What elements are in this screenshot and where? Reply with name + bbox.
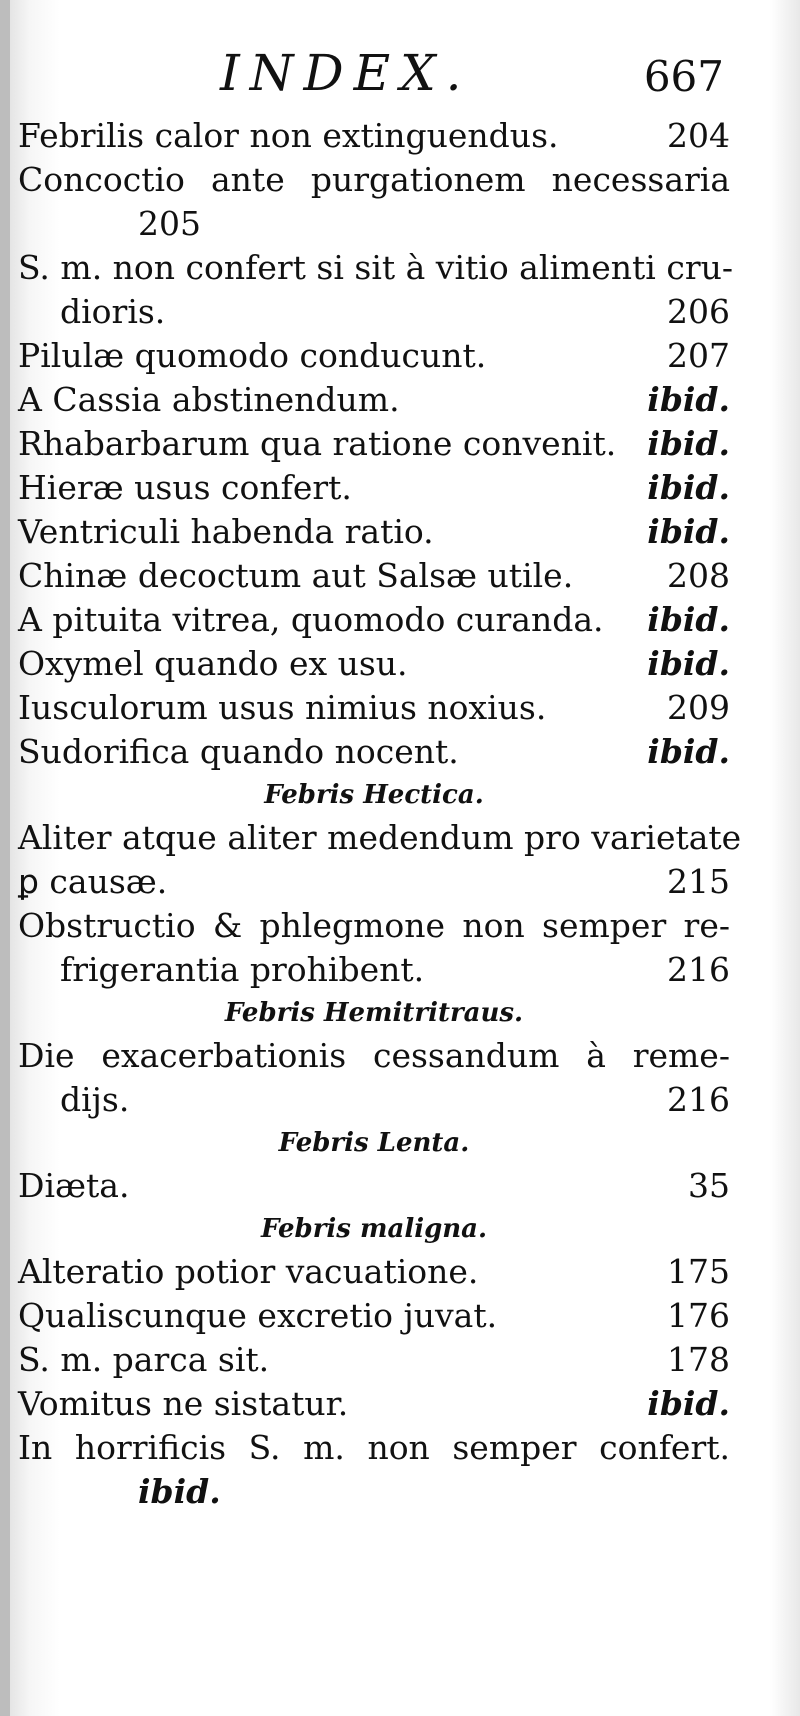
section-heading: Febris Hemitritraus. xyxy=(224,998,524,1028)
index-entry-line xyxy=(18,1034,730,1078)
section-heading: Febris Hectica. xyxy=(264,780,484,810)
index-entry-line xyxy=(18,1078,730,1122)
index-entry-line xyxy=(18,554,730,598)
index-entry-line xyxy=(18,334,730,378)
entry-page-ref: 216 xyxy=(667,1080,730,1119)
index-entry-line xyxy=(18,598,730,642)
index-entry-line xyxy=(18,904,730,948)
entry-text: In horrificis S. m. non semper confert. xyxy=(18,1428,730,1467)
entry-text: Concoctio ante purgationem necessaria xyxy=(18,160,730,199)
entry-text: Iusculorum usus nimius noxius. xyxy=(18,688,547,727)
index-entry-line xyxy=(18,246,733,290)
entry-text: Diæta. xyxy=(18,1166,130,1205)
entry-text: Aliter atque aliter medendum pro varietate xyxy=(18,818,742,857)
entry-text: ꝑ causæ. xyxy=(18,862,168,901)
index-entry-line xyxy=(18,422,730,466)
entry-text: Vomitus ne sistatur. xyxy=(18,1384,349,1423)
entry-page-ref: 216 xyxy=(667,950,730,989)
entry-page-ref: 208 xyxy=(667,556,730,595)
entry-page-ref: 209 xyxy=(667,688,730,727)
section-heading: Febris Lenta. xyxy=(278,1128,470,1158)
index-entry-line xyxy=(18,948,730,992)
entry-page-ref: 215 xyxy=(667,862,730,901)
entry-page-ref: ibid. xyxy=(647,732,730,771)
entry-text: Chinæ decoctum aut Salsæ utile. xyxy=(18,556,574,595)
index-entry-line xyxy=(18,1470,730,1514)
page-gutter xyxy=(0,0,10,1716)
entry-text: dijs. xyxy=(60,1080,130,1119)
entry-page-ref: ibid. xyxy=(647,600,730,639)
index-entry-line xyxy=(18,1294,730,1338)
entry-page-ref: ibid. xyxy=(647,424,730,463)
index-entry-line xyxy=(18,860,730,904)
index-entry-line xyxy=(18,1250,730,1294)
entry-text: Hieræ usus confert. xyxy=(18,468,352,507)
entry-text: Oxymel quando ex usu. xyxy=(18,644,408,683)
index-entry-line xyxy=(18,202,730,246)
index-entry-line xyxy=(18,114,730,158)
index-entry-line xyxy=(18,290,730,334)
entry-text: Ventriculi habenda ratio. xyxy=(18,512,434,551)
index-entry-line xyxy=(18,510,730,554)
entry-page-ref: ibid. xyxy=(647,468,730,507)
entry-text: ibid. xyxy=(138,1472,221,1511)
entry-text: A Cassia abstinendum. xyxy=(18,380,400,419)
index-entry-line xyxy=(18,378,730,422)
index-entry-line xyxy=(18,816,742,860)
index-entry-line xyxy=(18,686,730,730)
entry-page-ref: ibid. xyxy=(647,512,730,551)
index-entry-line xyxy=(18,1426,730,1470)
entry-page-ref: 175 xyxy=(667,1252,730,1291)
entry-text: dioris. xyxy=(60,292,166,331)
entry-page-ref: 35 xyxy=(688,1166,730,1205)
entry-text: Qualiscunque excretio juvat. xyxy=(18,1296,498,1335)
section-heading: Febris maligna. xyxy=(260,1214,488,1244)
index-entry-line xyxy=(18,1382,730,1426)
entry-page-ref: 176 xyxy=(667,1296,730,1335)
entry-text: 205 xyxy=(138,204,201,243)
entry-page-ref: ibid. xyxy=(647,380,730,419)
entry-text: Die exacerbationis cessandum à reme- xyxy=(18,1036,730,1075)
entry-text: S. m. parca sit. xyxy=(18,1340,270,1379)
entry-text: A pituita vitrea, quomodo curanda. xyxy=(18,600,604,639)
page-header xyxy=(0,44,800,114)
page-number: 667 xyxy=(643,52,724,101)
entry-text: Febrilis calor non extinguendus. xyxy=(18,116,559,155)
entry-text: Rhabarbarum qua ratione convenit. xyxy=(18,424,617,463)
entry-text: Alteratio potior vacuatione. xyxy=(18,1252,479,1291)
index-entry-line xyxy=(18,1164,730,1208)
index-title: INDEX. xyxy=(220,44,472,102)
entry-text: Obstructio & phlegmone non semper re- xyxy=(18,906,730,945)
entry-text: S. m. non confert si sit à vitio alimenti cru- xyxy=(18,248,733,287)
entry-page-ref: ibid. xyxy=(647,644,730,683)
index-entry-line xyxy=(18,1338,730,1382)
index-entry-line xyxy=(18,642,730,686)
entry-page-ref: 207 xyxy=(667,336,730,375)
entry-page-ref: 206 xyxy=(667,292,730,331)
entry-page-ref: 178 xyxy=(667,1340,730,1379)
entry-text: Sudorifica quando nocent. xyxy=(18,732,459,771)
index-entry-line xyxy=(18,158,730,202)
entry-text: Pilulæ quomodo conducunt. xyxy=(18,336,487,375)
entry-page-ref: 204 xyxy=(667,116,730,155)
index-entry-line xyxy=(18,466,730,510)
entry-text: frigerantia prohibent. xyxy=(60,950,425,989)
index-entries xyxy=(18,114,742,1514)
entry-page-ref: ibid. xyxy=(647,1384,730,1423)
index-entry-line xyxy=(18,730,730,774)
